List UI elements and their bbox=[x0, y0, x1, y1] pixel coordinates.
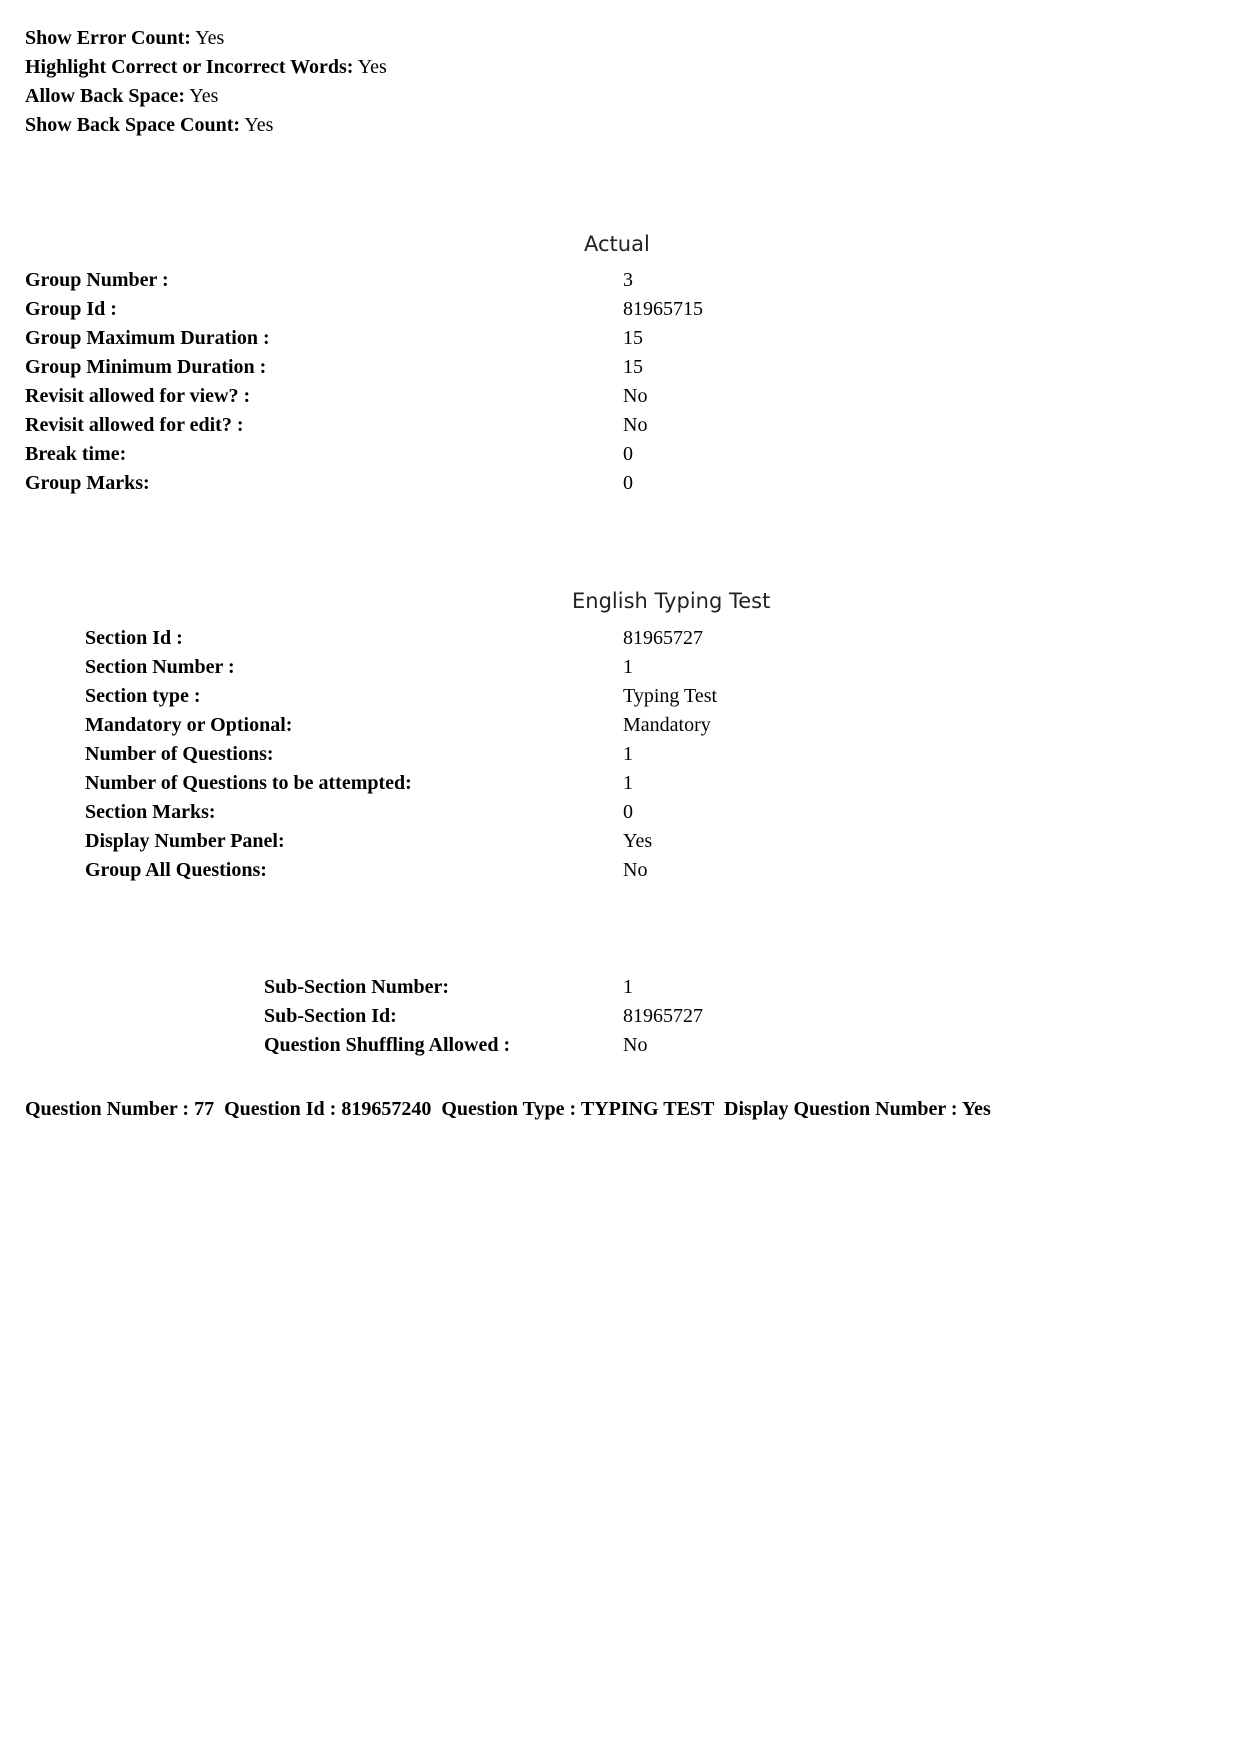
setting-value: Yes bbox=[189, 85, 219, 107]
section-number-label: Section Number : bbox=[85, 656, 235, 678]
question-info-line bbox=[25, 1097, 991, 1121]
section-marks-value: 0 bbox=[623, 801, 633, 823]
group-heading: Actual bbox=[584, 232, 650, 256]
setting-value: Yes bbox=[244, 114, 274, 136]
question-id: Question Id : 819657240 bbox=[224, 1098, 432, 1120]
group-max-duration-value: 15 bbox=[623, 327, 643, 349]
section-mandatory-label: Mandatory or Optional: bbox=[85, 714, 293, 736]
group-revisit-view-value: No bbox=[623, 385, 648, 407]
subsection-shuffle-label: Question Shuffling Allowed : bbox=[264, 1034, 511, 1056]
section-number-panel-value: Yes bbox=[623, 830, 653, 852]
group-break-time-label: Break time: bbox=[25, 443, 127, 465]
group-id-label: Group Id : bbox=[25, 298, 117, 320]
setting-show-back-space-count bbox=[25, 113, 273, 137]
question-type: Question Type : TYPING TEST bbox=[441, 1098, 715, 1120]
setting-label: Allow Back Space: bbox=[25, 85, 185, 107]
setting-label: Show Error Count: bbox=[25, 27, 191, 49]
section-marks-label: Section Marks: bbox=[85, 801, 216, 823]
group-id-value: 81965715 bbox=[623, 298, 703, 320]
section-type-value: Typing Test bbox=[623, 685, 718, 707]
question-display-number: Display Question Number : Yes bbox=[724, 1098, 991, 1120]
group-min-duration-label: Group Minimum Duration : bbox=[25, 356, 267, 378]
setting-label: Show Back Space Count: bbox=[25, 114, 241, 136]
group-marks-value: 0 bbox=[623, 472, 633, 494]
section-num-questions-value: 1 bbox=[623, 743, 633, 765]
group-max-duration-label: Group Maximum Duration : bbox=[25, 327, 270, 349]
setting-value: Yes bbox=[195, 27, 225, 49]
group-number-value: 3 bbox=[623, 269, 633, 291]
section-id-label: Section Id : bbox=[85, 627, 183, 649]
subsection-id-label: Sub-Section Id: bbox=[264, 1005, 397, 1027]
subsection-shuffle-value: No bbox=[623, 1034, 648, 1056]
section-num-attempt-label: Number of Questions to be attempted: bbox=[85, 772, 412, 794]
setting-show-error-count bbox=[25, 26, 224, 50]
subsection-number-value: 1 bbox=[623, 976, 633, 998]
section-group-all-label: Group All Questions: bbox=[85, 859, 267, 881]
section-id-value: 81965727 bbox=[623, 627, 703, 649]
group-number-label: Group Number : bbox=[25, 269, 169, 291]
setting-label: Highlight Correct or Incorrect Words: bbox=[25, 56, 354, 78]
question-number: Question Number : 77 bbox=[25, 1098, 215, 1120]
group-revisit-edit-value: No bbox=[623, 414, 648, 436]
section-mandatory-value: Mandatory bbox=[623, 714, 711, 736]
subsection-number-label: Sub-Section Number: bbox=[264, 976, 450, 998]
group-marks-label: Group Marks: bbox=[25, 472, 150, 494]
setting-value: Yes bbox=[357, 56, 387, 78]
section-heading: English Typing Test bbox=[572, 589, 771, 613]
section-group-all-value: No bbox=[623, 859, 648, 881]
section-type-label: Section type : bbox=[85, 685, 201, 707]
section-num-attempt-value: 1 bbox=[623, 772, 633, 794]
section-number-panel-label: Display Number Panel: bbox=[85, 830, 285, 852]
section-number-value: 1 bbox=[623, 656, 633, 678]
section-num-questions-label: Number of Questions: bbox=[85, 743, 274, 765]
group-min-duration-value: 15 bbox=[623, 356, 643, 378]
setting-allow-back-space bbox=[25, 84, 218, 108]
setting-highlight-words bbox=[25, 55, 387, 79]
group-break-time-value: 0 bbox=[623, 443, 633, 465]
subsection-id-value: 81965727 bbox=[623, 1005, 703, 1027]
group-revisit-view-label: Revisit allowed for view? : bbox=[25, 385, 251, 407]
group-revisit-edit-label: Revisit allowed for edit? : bbox=[25, 414, 244, 436]
